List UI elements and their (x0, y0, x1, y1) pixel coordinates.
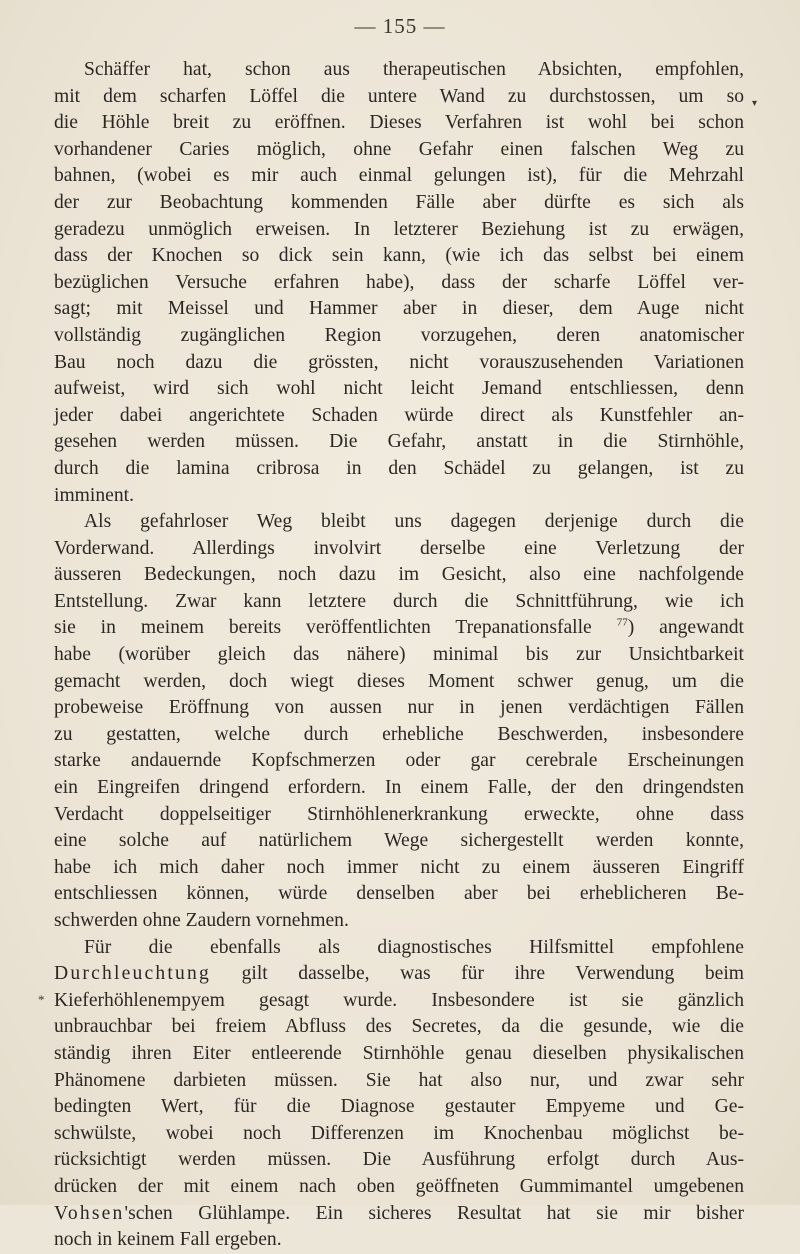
text-line: schwerden ohne Zaudern vornehmen. (54, 910, 349, 931)
text-line: imminent. (54, 484, 135, 506)
text-line: vollständig zugänglichen Region vorzugehen, deren anatomischer (54, 324, 744, 346)
text-line: Als gefahrloser Weg bleibt uns dagegen derjenige durch die (84, 511, 744, 533)
text-line: durch die lamina cribrosa in den Schädel zu gelangen, ist zu (54, 457, 744, 479)
text-line: Durchleuchtung gilt dasselbe, was für ihre Verwendung beim (54, 963, 744, 985)
text-line: dass der Knochen so dick sein kann, (wie ich das selbst bei einem (54, 245, 744, 267)
text-line: Für die ebenfalls als diagnostisches Hilfsmittel empfohlene (84, 936, 744, 958)
text-line: Vohsen'schen Glühlampe. Ein sicheres Resultat hat sie mir bisher (54, 1202, 744, 1224)
paragraph (54, 57, 744, 509)
text-line: schwülste, wobei noch Differenzen im Knochenbau möglichst be- (54, 1122, 744, 1144)
text-line: Vorderwand. Allerdings involvirt derselbe eine Verletzung der (54, 537, 744, 559)
text-line: bahnen, (wobei es mir auch einmal gelungen ist), für die Mehrzahl (54, 165, 744, 187)
emphasized-name: Vohsen (54, 1202, 125, 1224)
text-line: vorhandener Caries möglich, ohne Gefahr einen falschen Weg zu (54, 138, 744, 160)
text-line: sagt; mit Meissel und Hammer aber in dieser, dem Auge nicht (54, 298, 744, 320)
text-line: Bau noch dazu die grössten, nicht vorauszusehenden Variationen (54, 351, 744, 373)
body-text (54, 57, 744, 1254)
text-line: Verdacht doppelseitiger Stirnhöhlenerkrankung erweckte, ohne dass (54, 803, 744, 825)
text-line: Kieferhöhlenempyem gesagt wurde. Insbesondere ist sie gänzlich (54, 989, 744, 1011)
text-line: geradezu unmöglich erweisen. In letzterer Beziehung ist zu erwägen, (54, 218, 744, 240)
text-line: habe ich mich daher noch immer nicht zu einem äusseren Eingriff (54, 856, 744, 878)
text-line: drücken der mit einem nach oben geöffneten Gummimantel umgebenen (54, 1175, 744, 1197)
text-line: die Höhle breit zu eröffnen. Dieses Verfahren ist wohl bei schon (54, 112, 744, 134)
text-line: gesehen werden müssen. Die Gefahr, anstatt in die Stirnhöhle, (54, 431, 744, 453)
text-line: starke andauernde Kopfschmerzen oder gar cerebrale Erscheinungen (54, 750, 744, 772)
text-line: probeweise Eröffnung von aussen nur in jenen verdächtigen Fällen (54, 697, 744, 719)
text-line: Phänomene darbieten müssen. Sie hat also nur, und zwar sehr (54, 1069, 744, 1091)
text-line: Schäffer hat, schon aus therapeutischen Absichten, empfohlen, (84, 59, 744, 80)
text-line: noch in keinem Fall ergeben. (54, 1229, 282, 1251)
text-line: aufweist, wird sich wohl nicht leicht Jemand entschliessen, denn (54, 378, 744, 400)
page-number: — 155 — (354, 14, 446, 38)
text-line: jeder dabei angerichtete Schaden würde direct als Kunstfehler an- (54, 404, 744, 426)
emphasized-word: Durchleuchtung (54, 963, 212, 985)
text-line: gemacht werden, doch wiegt dieses Moment schwer genug, um die (54, 670, 744, 692)
margin-mark: ▾ (752, 98, 758, 109)
text-line: äusseren Bedeckungen, noch dazu im Gesicht, also eine nachfolgende (54, 564, 744, 586)
text-line: entschliessen können, würde denselben aber bei erheblicheren Be- (54, 883, 744, 905)
text-line: sie in meinem bereits veröffentlichten Trepanationsfalle $^{77}$) angewandt (54, 616, 745, 639)
text-line: habe (worüber gleich das nähere) minimal bis zur Unsichtbarkeit (54, 644, 744, 666)
text-line: bedingten Wert, für die Diagnose gestauter Empyeme und Ge- (54, 1096, 744, 1118)
text-line: ständig ihren Eiter entleerende Stirnhöhle genau dieselben physikalischen (54, 1042, 744, 1064)
footnote-reference: 77 (616, 616, 628, 629)
paragraph (54, 935, 744, 1254)
text-line: ein Eingreifen dringend erfordern. In einem Falle, der den dringendsten (54, 777, 744, 799)
text-line: bezüglichen Versuche erfahren habe), dass der scharfe Löffel ver- (54, 271, 744, 293)
paragraph (54, 509, 744, 935)
text-line: mit dem scharfen Löffel die untere Wand zu durchstossen, um so (54, 85, 744, 107)
text-line: Entstellung. Zwar kann letztere durch die Schnittführung, wie ich (54, 590, 744, 612)
margin-mark: * (38, 992, 45, 1007)
text-line: der zur Beobachtung kommenden Fälle aber dürfte es sich als (54, 191, 744, 213)
text-line: eine solche auf natürlichem Wege sichergestellt werden konnte, (54, 830, 744, 852)
text-line: zu gestatten, welche durch erhebliche Beschwerden, insbesondere (54, 723, 744, 745)
text-line: unbrauchbar bei freiem Abfluss des Secretes, da die gesunde, wie die (54, 1016, 744, 1038)
text-line: rücksichtigt werden müssen. Die Ausführung erfolgt durch Aus- (54, 1149, 744, 1171)
